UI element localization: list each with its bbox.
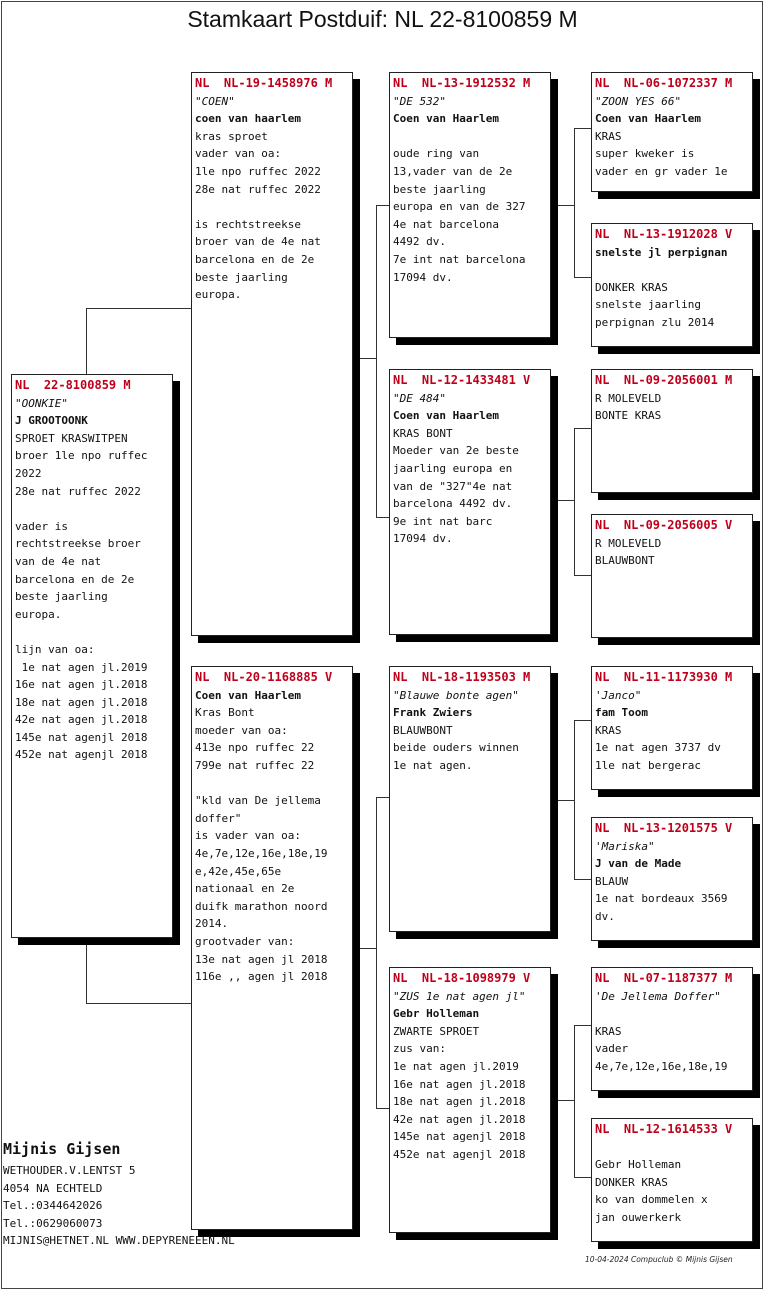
pigeon-card-father[interactable] xyxy=(191,72,353,636)
pigeon-info-line: lijn van oa: xyxy=(15,642,95,656)
pigeon-info-line: 18e nat agen jl.2018 xyxy=(393,1095,526,1109)
pigeon-info-line: 17094 dv. xyxy=(393,270,453,284)
pigeon-info-line: 17094 dv. xyxy=(393,532,453,546)
owner-city: 4054 NA ECHTELD xyxy=(3,1181,103,1195)
pigeon-info-line: KRAS xyxy=(595,129,622,143)
pigeon-info-line: kras sproet xyxy=(195,129,268,143)
connector-line xyxy=(86,308,87,376)
pigeon-info-line: zus van: xyxy=(393,1042,446,1056)
pigeon-info-line: ko van dommelen x xyxy=(595,1193,708,1207)
pigeon-card-mm-father[interactable] xyxy=(591,967,753,1091)
pigeon-name: "DE 532" xyxy=(393,94,446,108)
pigeon-info-line: 452e nat agenjl 2018 xyxy=(15,748,148,762)
pigeon-info-line: vader van oa: xyxy=(195,147,282,161)
pigeon-info-line: 1e nat agen. xyxy=(393,758,473,772)
connector-line xyxy=(551,1100,574,1101)
pigeon-info-line: jan ouwerkerk xyxy=(595,1210,682,1224)
pigeon-info-line: europa. xyxy=(195,288,242,302)
pigeon-info-line: 9e int nat barc xyxy=(393,514,493,528)
owner-address: WETHOUDER.V.LENTST 5 xyxy=(3,1164,136,1177)
owner-block xyxy=(3,1138,235,1250)
pigeon-info-line: DONKER KRAS xyxy=(595,280,668,294)
pigeon-info-line xyxy=(595,1139,749,1157)
breeder-name: Coen van Haarlem xyxy=(393,409,499,423)
pigeon-info-line: e,42e,45e,65e xyxy=(195,864,282,878)
pigeon-card-ff-mother[interactable] xyxy=(591,223,753,347)
ring-number: NL NL-13-1201575 V xyxy=(595,821,733,835)
pigeon-info-line: BONTE KRAS xyxy=(595,409,662,423)
footer-credit: 10-04-2024 Compuclub © Mijnis Gijsen xyxy=(585,1255,733,1264)
pigeon-info-line: 28e nat ruffec 2022 xyxy=(195,182,321,196)
ring-number: NL NL-12-1614533 V xyxy=(595,1122,733,1136)
connector-line xyxy=(376,797,377,1109)
pigeon-info-line: 2022 xyxy=(15,466,42,480)
pigeon-info-line: 28e nat ruffec 2022 xyxy=(15,484,141,498)
pigeon-info-line: vader is xyxy=(15,519,68,533)
pigeon-info-line: barcelona en de 2e xyxy=(195,252,315,266)
connector-line xyxy=(574,575,591,576)
connector-line xyxy=(352,948,376,949)
pigeon-card-subject[interactable] xyxy=(11,374,173,938)
connector-line xyxy=(574,128,591,129)
owner-name: Mijnis Gijsen xyxy=(3,1140,121,1158)
pigeon-info-line: van de "327"4e nat xyxy=(393,479,513,493)
connector-line xyxy=(574,428,575,576)
pigeon-info-line xyxy=(195,198,349,216)
breeder-name: fam Toom xyxy=(595,706,648,720)
pigeon-info-line: barcelona 4492 dv. xyxy=(393,497,513,511)
pigeon-info-line: 145e nat agenjl 2018 xyxy=(393,1130,526,1144)
ring-number: NL NL-18-1098979 V xyxy=(393,971,531,985)
breeder-name: Coen van Haarlem xyxy=(195,688,301,702)
breeder-name: J van de Made xyxy=(595,857,682,871)
ring-number: NL NL-20-1168885 V xyxy=(195,670,333,684)
pigeon-info-line: 452e nat agenjl 2018 xyxy=(393,1147,526,1161)
pigeon-info-line: DONKER KRAS xyxy=(595,1175,668,1189)
pigeon-name: "DE 484" xyxy=(393,391,446,405)
pigeon-info-line: KRAS xyxy=(595,1024,622,1038)
pigeon-info-line: 413e npo ruffec 22 xyxy=(195,741,315,755)
pigeon-info-line: dv. xyxy=(595,909,615,923)
pigeon-card-fm-father[interactable] xyxy=(591,369,753,493)
connector-line xyxy=(574,1177,591,1178)
ring-number: NL NL-09-2056001 M xyxy=(595,373,733,387)
pigeon-info-line: Kras Bont xyxy=(195,706,255,720)
ring-number: NL NL-09-2056005 V xyxy=(595,518,733,532)
pigeon-info-line: grootvader van: xyxy=(195,934,295,948)
connector-line xyxy=(574,128,575,278)
pigeon-name: "OONKIE" xyxy=(15,396,68,410)
connector-line xyxy=(376,1108,389,1109)
pigeon-info-line: Gebr Holleman xyxy=(595,1158,682,1172)
ring-number: NL NL-13-1912532 M xyxy=(393,76,531,90)
pigeon-info-line: 13e nat agen jl 2018 xyxy=(195,952,328,966)
pigeon-info-line: 1e nat bordeaux 3569 xyxy=(595,892,728,906)
pigeon-info-line: 2014. xyxy=(195,917,229,931)
breeder-name: J GROOTOONK xyxy=(15,414,88,428)
pigeon-name: "ZOON YES 66" xyxy=(595,94,682,108)
pigeon-card-father-mother[interactable] xyxy=(389,369,551,635)
pigeon-info-line: 116e ,, agen jl 2018 xyxy=(195,970,328,984)
pigeon-info-line: 1e nat agen 3737 dv xyxy=(595,741,721,755)
pigeon-info-line: beste jaarling xyxy=(195,270,288,284)
pigeon-info-line: moeder van oa: xyxy=(195,723,288,737)
pigeon-info-line: 4e,7e,12e,16e,18e,19 xyxy=(195,846,328,860)
pigeon-info-line xyxy=(393,128,547,146)
pigeon-info-line: is rechtstreekse xyxy=(195,217,301,231)
connector-line xyxy=(574,720,591,721)
connector-line xyxy=(574,1025,591,1026)
connector-line xyxy=(86,1003,192,1004)
pigeon-info-line: 7e int nat barcelona xyxy=(393,252,526,266)
pigeon-name: 'Janco" xyxy=(595,688,642,702)
pigeon-info-line xyxy=(595,261,749,279)
pigeon-name: 'De Jellema Doffer" xyxy=(595,989,721,1003)
pigeon-name: 'Mariska" xyxy=(595,839,655,853)
connector-line xyxy=(551,500,574,501)
pigeon-info-line: duifk marathon noord xyxy=(195,899,328,913)
pigeon-info-line: 1e nat agen jl.2019 xyxy=(15,660,148,674)
pigeon-info-line: 145e nat agenjl 2018 xyxy=(15,730,148,744)
breeder-name: Coen van Haarlem xyxy=(595,112,701,126)
pigeon-info-line: beste jaarling xyxy=(393,182,486,196)
pigeon-info-line: 4e nat barcelona xyxy=(393,217,499,231)
pigeon-info-line: 13,vader van de 2e xyxy=(393,164,513,178)
pigeon-info-line: doffer" xyxy=(195,811,242,825)
pigeon-info-line: barcelona en de 2e xyxy=(15,572,135,586)
pigeon-info-line: vader en gr vader 1e xyxy=(595,164,728,178)
pigeon-info-line: rechtstreekse broer xyxy=(15,537,141,551)
connector-line xyxy=(551,800,574,801)
ring-number: NL NL-12-1433481 V xyxy=(393,373,531,387)
pigeon-info-line: 799e nat ruffec 22 xyxy=(195,758,315,772)
breeder-name: Gebr Holleman xyxy=(393,1007,480,1021)
pigeon-info-line: 42e nat agen jl.2018 xyxy=(393,1112,526,1126)
pigeon-info-line: broer 1le npo ruffec xyxy=(15,449,148,463)
connector-line xyxy=(574,1025,575,1178)
pigeon-info-line: BLAUW xyxy=(595,874,629,888)
connector-line xyxy=(574,720,575,880)
breeder-name: Frank Zwiers xyxy=(393,706,473,720)
pigeon-card-father-father[interactable] xyxy=(389,72,551,338)
pigeon-info-line: nationaal en 2e xyxy=(195,882,295,896)
pigeon-info-line xyxy=(195,775,349,793)
ring-number: NL NL-13-1912028 V xyxy=(595,227,733,241)
pigeon-info-line: 16e nat agen jl.2018 xyxy=(393,1077,526,1091)
pigeon-info-line xyxy=(15,500,169,518)
owner-phone: Tel.:0344642026 xyxy=(3,1199,103,1213)
pigeon-card-ff-father[interactable] xyxy=(591,72,753,192)
pigeon-info-line: 1le nat bergerac xyxy=(595,758,701,772)
pigeon-name: "COEN" xyxy=(195,94,235,108)
pigeon-info-line: europa. xyxy=(15,607,62,621)
ring-number: NL NL-18-1193503 M xyxy=(393,670,531,684)
pigeon-info-line: 42e nat agen jl.2018 xyxy=(15,713,148,727)
pigeon-info-line: R MOLEVELD xyxy=(595,536,662,550)
pigeon-card-mf-father[interactable] xyxy=(591,666,753,790)
pigeon-info-line: jaarling europa en xyxy=(393,461,513,475)
connector-line xyxy=(86,308,192,309)
pigeon-info-line xyxy=(15,623,169,641)
ring-number: NL NL-11-1173930 M xyxy=(595,670,733,684)
connector-line xyxy=(551,205,574,206)
ring-number: NL NL-07-1187377 M xyxy=(595,971,733,985)
pigeon-card-mother-mother[interactable] xyxy=(389,967,551,1233)
pigeon-info-line: van de 4e nat xyxy=(15,554,102,568)
pigeon-card-mm-mother[interactable] xyxy=(591,1118,753,1242)
pigeon-info-line: BLAUWBONT xyxy=(393,723,453,737)
breeder-name: Coen van Haarlem xyxy=(393,112,499,126)
pigeon-info-line: 1e nat agen jl.2019 xyxy=(393,1059,519,1073)
pigeon-info-line: 18e nat agen jl.2018 xyxy=(15,695,148,709)
pigeon-info-line: vader xyxy=(595,1042,629,1056)
pigeon-name: "ZUS 1e nat agen jl" xyxy=(393,989,526,1003)
ring-number: NL 22-8100859 M xyxy=(15,378,131,392)
pigeon-info-line: broer van de 4e nat xyxy=(195,235,321,249)
pigeon-info-line: is vader van oa: xyxy=(195,829,301,843)
owner-mobile: Tel.:0629060073 xyxy=(3,1216,103,1230)
pigeon-card-fm-mother[interactable] xyxy=(591,514,753,638)
pigeon-info-line: 16e nat agen jl.2018 xyxy=(15,678,148,692)
pigeon-info-line: europa en van de 327 xyxy=(393,200,526,214)
ring-number: NL NL-19-1458976 M xyxy=(195,76,333,90)
pigeon-info-line: 1le npo ruffec 2022 xyxy=(195,164,321,178)
connector-line xyxy=(574,277,591,278)
pigeon-info-line: perpignan zlu 2014 xyxy=(595,315,715,329)
pigeon-info-line: SPROET KRASWITPEN xyxy=(15,431,128,445)
pigeon-info-line: ZWARTE SPROET xyxy=(393,1024,480,1038)
connector-line xyxy=(352,358,376,359)
connector-line xyxy=(376,797,389,798)
pigeon-card-mother-father[interactable] xyxy=(389,666,551,932)
pigeon-info-line: beide ouders winnen xyxy=(393,741,519,755)
connector-line xyxy=(376,205,389,206)
pigeon-info-line: R MOLEVELD xyxy=(595,391,662,405)
pigeon-info-line: BLAUWBONT xyxy=(595,554,655,568)
pigeon-info-line: beste jaarling xyxy=(15,590,108,604)
pigeon-info-line: snelste jaarling xyxy=(595,298,701,312)
pigeon-info-line xyxy=(595,1005,749,1023)
pigeon-card-mf-mother[interactable] xyxy=(591,817,753,941)
pigeon-info-line: oude ring van xyxy=(393,147,480,161)
page-title: Stamkaart Postduif: NL 22-8100859 M xyxy=(187,6,578,32)
pigeon-info-line: 4492 dv. xyxy=(393,235,446,249)
pigeon-info-line: "kld van De jellema xyxy=(195,794,321,808)
breeder-name: coen van haarlem xyxy=(195,112,301,126)
pigeon-info-line: Moeder van 2e beste xyxy=(393,444,519,458)
owner-contact-links[interactable]: MIJNIS@HETNET.NL WWW.DEPYRENEEEN.NL xyxy=(3,1234,235,1248)
pigeon-info-line: KRAS xyxy=(595,723,622,737)
connector-line xyxy=(376,517,389,518)
connector-line xyxy=(574,428,591,429)
ring-number: NL NL-06-1072337 M xyxy=(595,76,733,90)
pigeon-info-line: 4e,7e,12e,16e,18e,19 xyxy=(595,1059,728,1073)
connector-line xyxy=(376,205,377,518)
pigeon-info-line: super kweker is xyxy=(595,147,695,161)
pigeon-name: "Blauwe bonte agen" xyxy=(393,688,519,702)
connector-line xyxy=(574,879,591,880)
breeder-name: snelste jl perpignan xyxy=(595,245,728,259)
connector-line xyxy=(86,938,87,1003)
pigeon-info-line: KRAS BONT xyxy=(393,426,453,440)
